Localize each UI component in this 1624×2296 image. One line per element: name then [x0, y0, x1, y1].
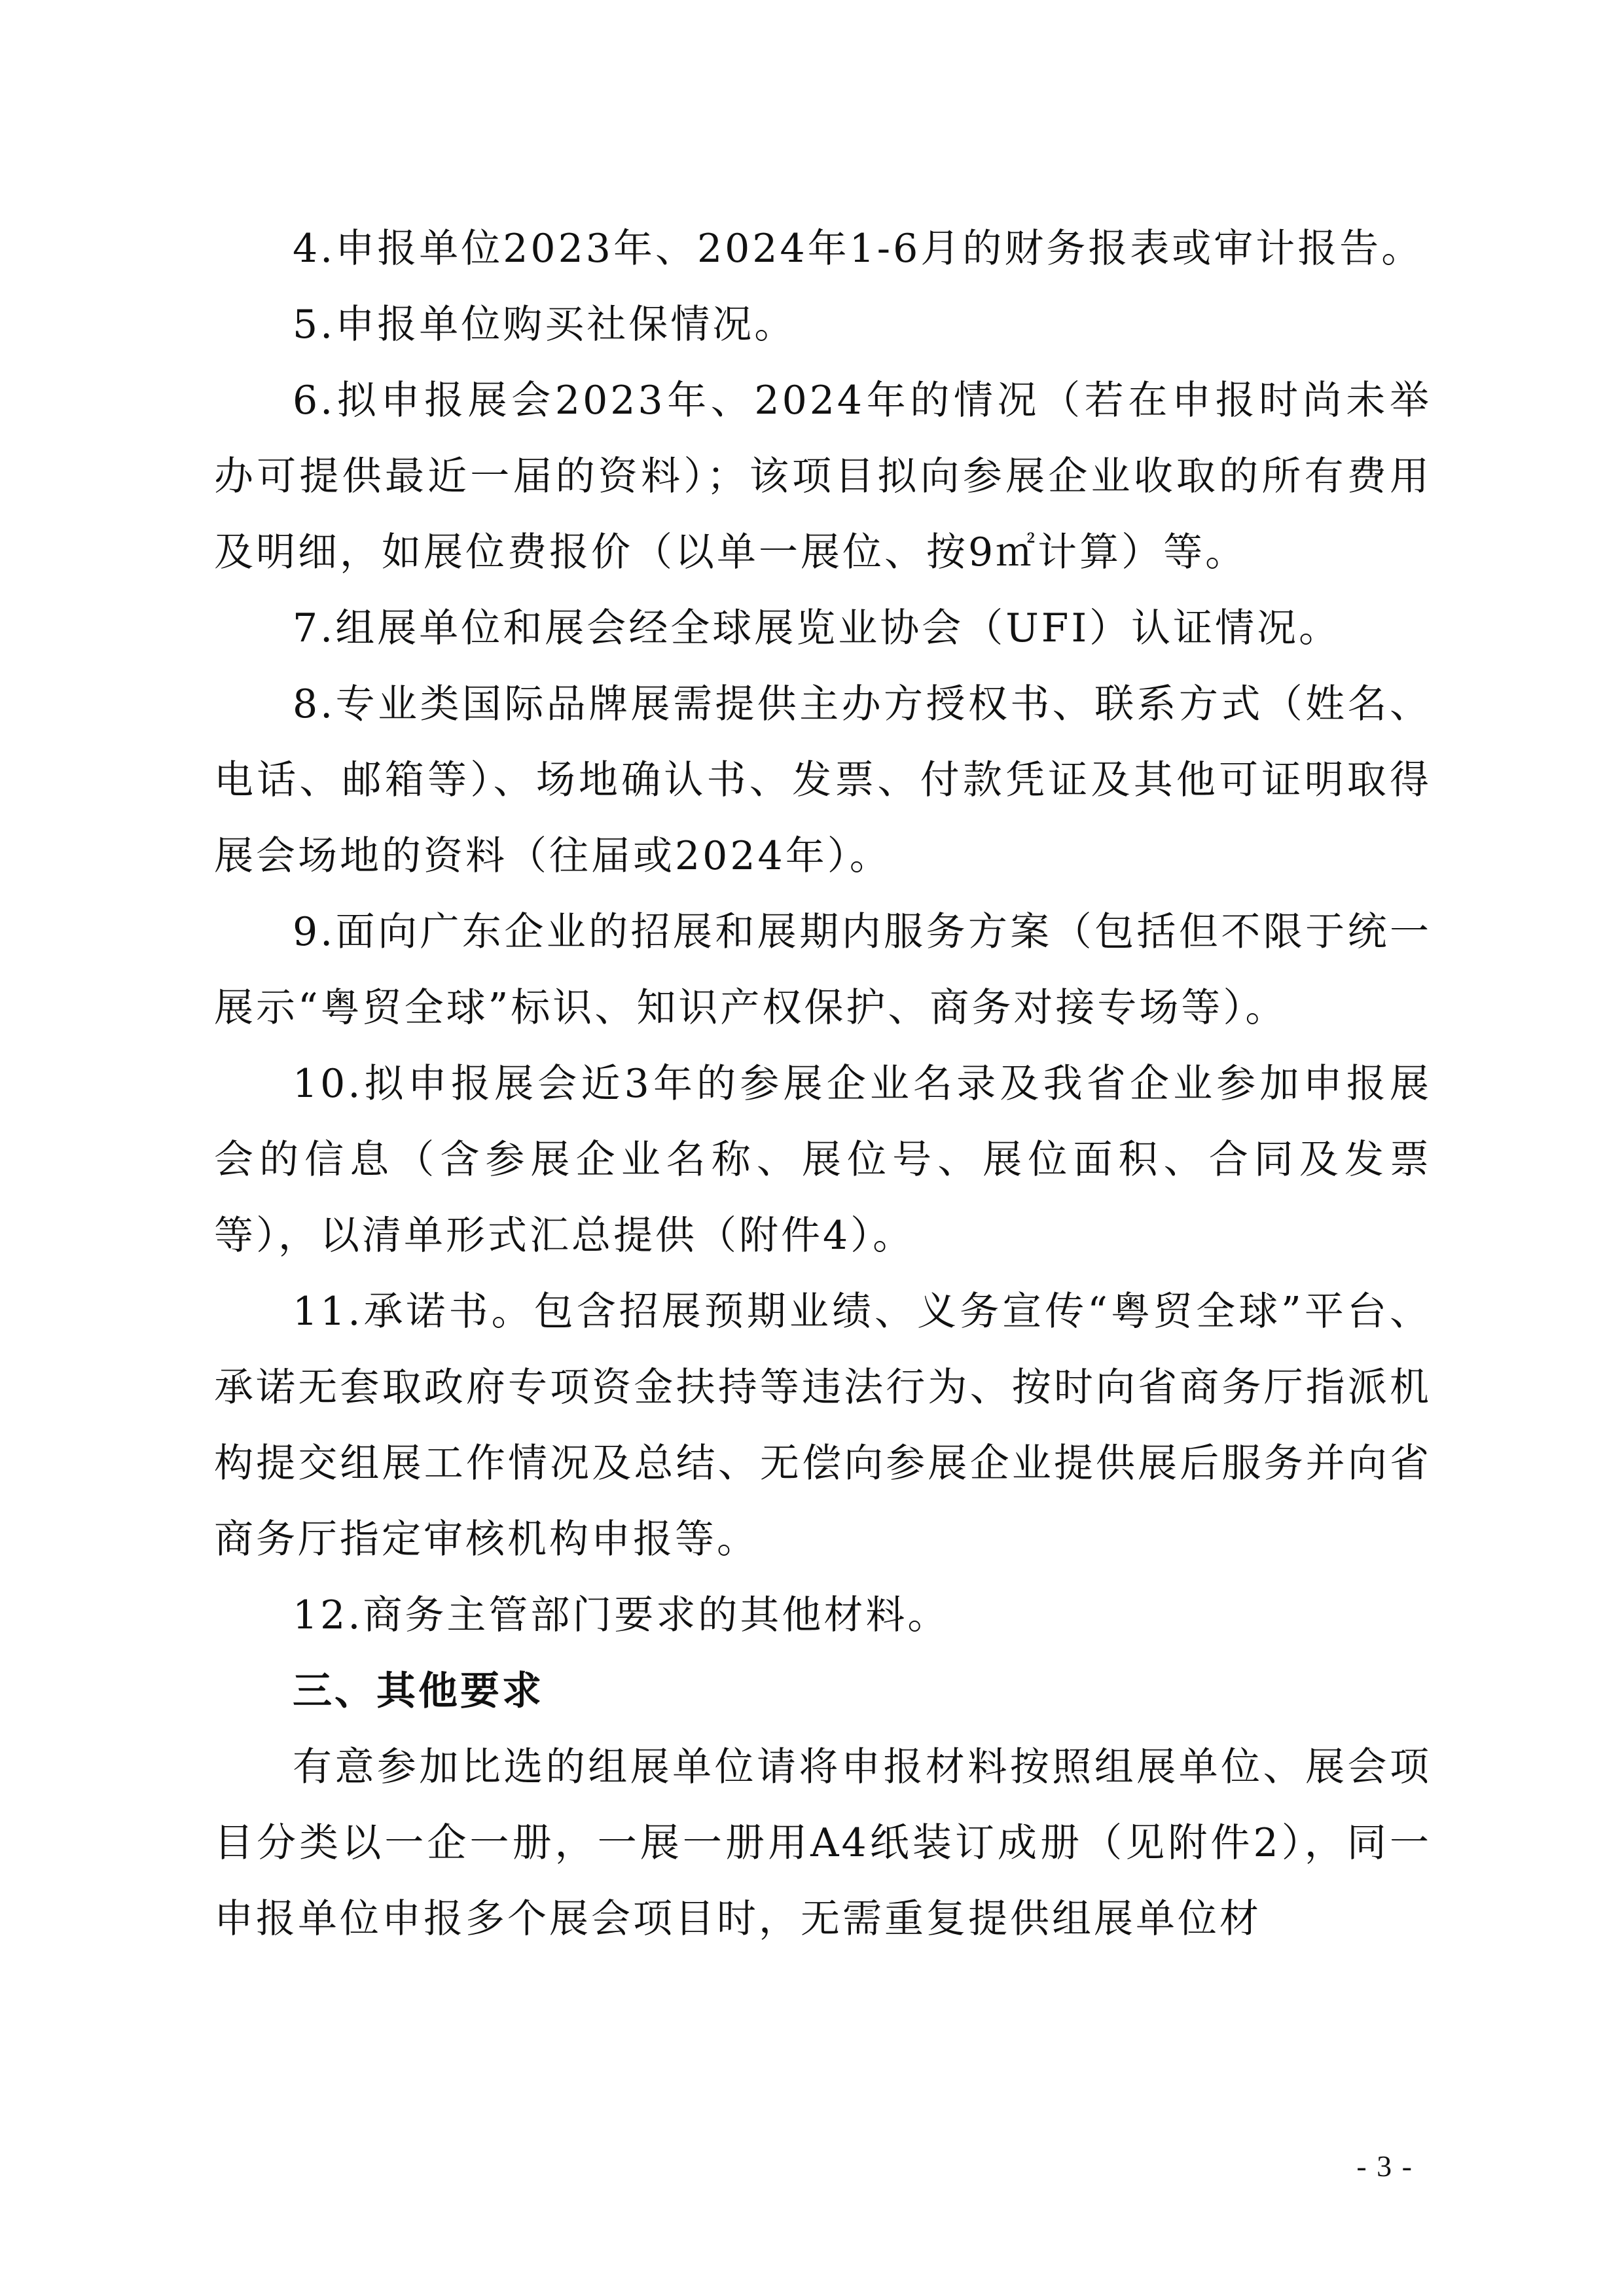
- list-item: 9.面向广东企业的招展和展期内服务方案（包括但不限于统一展示“粤贸全球”标识、知识产权保护、商务对接专场等）。: [214, 909, 1432, 1031]
- list-item: 12.商务主管部门要求的其他材料。: [293, 1592, 950, 1638]
- closing-paragraph: 有意参加比选的组展单位请将申报材料按照组展单位、展会项目分类以一企一册，一展一册用A4纸装订成册（见附件2），同一申报单位申报多个展会项目时，无需重复提供组展单位材: [214, 1744, 1432, 1942]
- page-number: - 3 -: [1356, 2149, 1413, 2183]
- document-body: [214, 211, 1432, 1957]
- list-item: 5.申报单位购买社保情况。: [293, 302, 797, 348]
- list-item: 11.承诺书。包含招展预期业绩、义务宣传“粤贸全球”平台、承诺无套取政府专项资金扶持等违法行为、按时向省商务厅指派机构提交组展工作情况及总结、无偿向参展企业提供展后服务并向省商务厅指定审核机构申报等。: [214, 1289, 1432, 1562]
- section-heading: 三、其他要求: [293, 1668, 544, 1714]
- list-item: 8.专业类国际品牌展需提供主办方授权书、联系方式（姓名、电话、邮箱等）、场地确认书、发票、付款凭证及其他可证明取得展会场地的资料（往届或2024年）。: [214, 681, 1432, 879]
- list-item: 7.组展单位和展会经全球展览业协会（UFI）认证情况。: [293, 605, 1341, 651]
- list-item: 6.拟申报展会2023年、2024年的情况（若在申报时尚未举办可提供最近一届的资料）；该项目拟向参展企业收取的所有费用及明细，如展位费报价（以单一展位、按9㎡计算）等。: [214, 378, 1432, 575]
- list-item: 10.拟申报展会近3年的参展企业名录及我省企业参加申报展会的信息（含参展企业名称、展位号、展位面积、合同及发票等），以清单形式汇总提供（附件4）。: [214, 1061, 1432, 1259]
- list-item: 4.申报单位2023年、2024年1-6月的财务报表或审计报告。: [293, 226, 1424, 272]
